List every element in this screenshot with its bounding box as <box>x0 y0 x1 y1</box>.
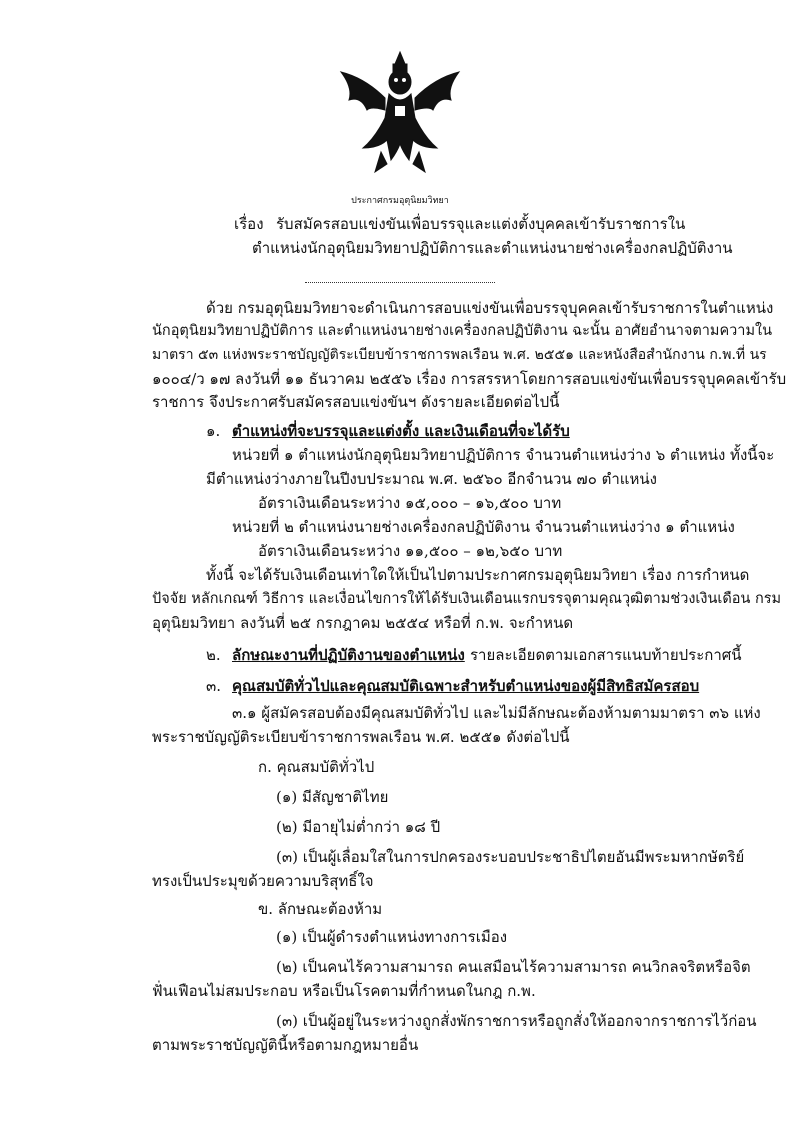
section-1-note-line-3: อุตุนิยมวิทยา ลงวันที่ ๒๕ กรกฎาคม ๒๕๕๔ หรือที่ ก.พ. จะกำหนด <box>152 614 574 632</box>
subject-line-2: ตำแหน่งนักอุตุนิยมวิทยาปฏิบัติการและตำแหน่งนายช่างเครื่องกลปฏิบัติงาน <box>252 239 733 257</box>
title-divider <box>305 282 495 283</box>
qualification-2: (๒) มีอายุไม่ต่ำกว่า ๑๘ ปี <box>276 818 441 836</box>
intro-line-4: ๑๐๐๔/ว ๑๗ ลงวันที่ ๑๑ ธันวาคม ๒๕๕๖ เรื่อง การสรรหาโดยการสอบแข่งขันเพื่อบรรจุบุคคลเข้ารับ <box>152 370 787 388</box>
garuda-emblem <box>335 48 465 178</box>
intro-line-2: นักอุตุนิยมวิทยาปฏิบัติการ และตำแหน่งนายช่างเครื่องกลปฏิบัติงาน ฉะนั้น อาศัยอำนาจตามความใน <box>152 323 772 339</box>
section-2-number: ๒. <box>206 646 221 664</box>
prohibition-2-line-1: (๒) เป็นคนไร้ความสามารถ คนเสมือนไร้ความสามารถ คนวิกลจริตหรือจิต <box>276 958 751 976</box>
unit-2-line-1: หน่วยที่ ๒ ตำแหน่งนายช่างเครื่องกลปฏิบัติงาน จำนวนตำแหน่งว่าง ๑ ตำแหน่ง <box>232 518 735 536</box>
prohibition-3-line-1: (๓) เป็นผู้อยู่ในระหว่างถูกสั่งพักราชการหรือถูกสั่งให้ออกจากราชการไว้ก่อน <box>276 1012 757 1030</box>
prohibition-1: (๑) เป็นผู้ดำรงตำแหน่งทางการเมือง <box>276 928 508 946</box>
section-3-number: ๓. <box>206 677 222 695</box>
unit-1-line-2: มีตำแหน่งว่างภายในปีงบประมาณ พ.ศ. ๒๕๖๐ อีกจำนวน ๗๐ ตำแหน่ง <box>206 470 657 488</box>
prohibitions-heading: ข. ลักษณะต้องห้าม <box>258 900 383 918</box>
clause-3-1-line-2: พระราชบัญญัติระเบียบข้าราชการพลเรือน พ.ศ. ๒๕๕๑ ดังต่อไปนี้ <box>152 728 570 746</box>
section-1-note-line-1: ทั้งนี้ จะได้รับเงินเดือนเท่าใดให้เป็นไปตามประกาศกรมอุตุนิยมวิทยา เรื่อง การกำหนด <box>206 566 750 584</box>
subject-line-1: รับสมัครสอบแข่งขันเพื่อบรรจุและแต่งตั้งบุคคลเข้ารับราชการใน <box>276 215 686 233</box>
subject-label: เรื่อง <box>234 215 264 233</box>
unit-1-salary: อัตราเงินเดือนระหว่าง ๑๕,๐๐๐ – ๑๖,๕๐๐ บาท <box>258 494 562 512</box>
unit-1-line-1: หน่วยที่ ๑ ตำแหน่งนักอุตุนิยมวิทยาปฏิบัติการ จำนวนตำแหน่งว่าง ๖ ตำแหน่ง ทั้งนี้จะ <box>232 446 775 464</box>
section-1-number: ๑. <box>206 422 221 440</box>
intro-line-3: มาตรา ๕๓ แห่งพระราชบัญญัติระเบียบข้าราชการพลเรือน พ.ศ. ๒๕๕๑ และหนังสือสำนักงาน ก.พ.ที่ นร <box>152 347 767 363</box>
general-qualifications-heading: ก. คุณสมบัติทั่วไป <box>258 758 375 776</box>
qualification-3-line-2: ทรงเป็นประมุขด้วยความบริสุทธิ์ใจ <box>152 872 374 890</box>
announcement-issuer: ประกาศกรมอุตุนิยมวิทยา <box>351 196 449 206</box>
clause-3-1-line-1: ๓.๑ ผู้สมัครสอบต้องมีคุณสมบัติทั่วไป และไม่มีลักษณะต้องห้ามตามมาตรา ๓๖ แห่ง <box>232 704 761 722</box>
prohibition-2-line-2: ฟั่นเฟือนไม่สมประกอบ หรือเป็นโรคตามที่กำหนดในกฎ ก.พ. <box>152 982 536 1000</box>
qualification-1: (๑) มีสัญชาติไทย <box>276 788 389 806</box>
unit-2-salary: อัตราเงินเดือนระหว่าง ๑๑,๕๐๐ – ๑๒,๖๕๐ บาท <box>258 542 563 560</box>
section-1-note-line-2: ปัจจัย หลักเกณฑ์ วิธีการ และเงื่อนไขการให้ได้รับเงินเดือนแรกบรรจุตามคุณวุฒิตามช่วงเงินเดือน กรม <box>152 591 782 607</box>
section-1-title: ตำแหน่งที่จะบรรจุและแต่งตั้ง และเงินเดือนที่จะได้รับ <box>232 422 570 440</box>
intro-line-5: ราชการ จึงประกาศรับสมัครสอบแข่งขันฯ ดังรายละเอียดต่อไปนี้ <box>152 393 560 411</box>
prohibition-3-line-2: ตามพระราชบัญญัตินี้หรือตามกฎหมายอื่น <box>152 1036 419 1054</box>
section-2-detail: รายละเอียดตามเอกสารแนบท้ายประกาศนี้ <box>470 646 742 664</box>
intro-line-1: ด้วย กรมอุตุนิยมวิทยาจะดำเนินการสอบแข่งขันเพื่อบรรจุบุคคลเข้ารับราชการในตำแหน่ง <box>206 299 774 317</box>
section-2-title: ลักษณะงานที่ปฏิบัติงานของตำแหน่ง <box>232 646 465 664</box>
qualification-3-line-1: (๓) เป็นผู้เลื่อมใสในการปกครองระบอบประชาธิปไตยอันมีพระมหากษัตริย์ <box>276 848 745 866</box>
section-3-title: คุณสมบัติทั่วไปและคุณสมบัติเฉพาะสำหรับตำแหน่งของผู้มีสิทธิสมัครสอบ <box>232 677 700 695</box>
